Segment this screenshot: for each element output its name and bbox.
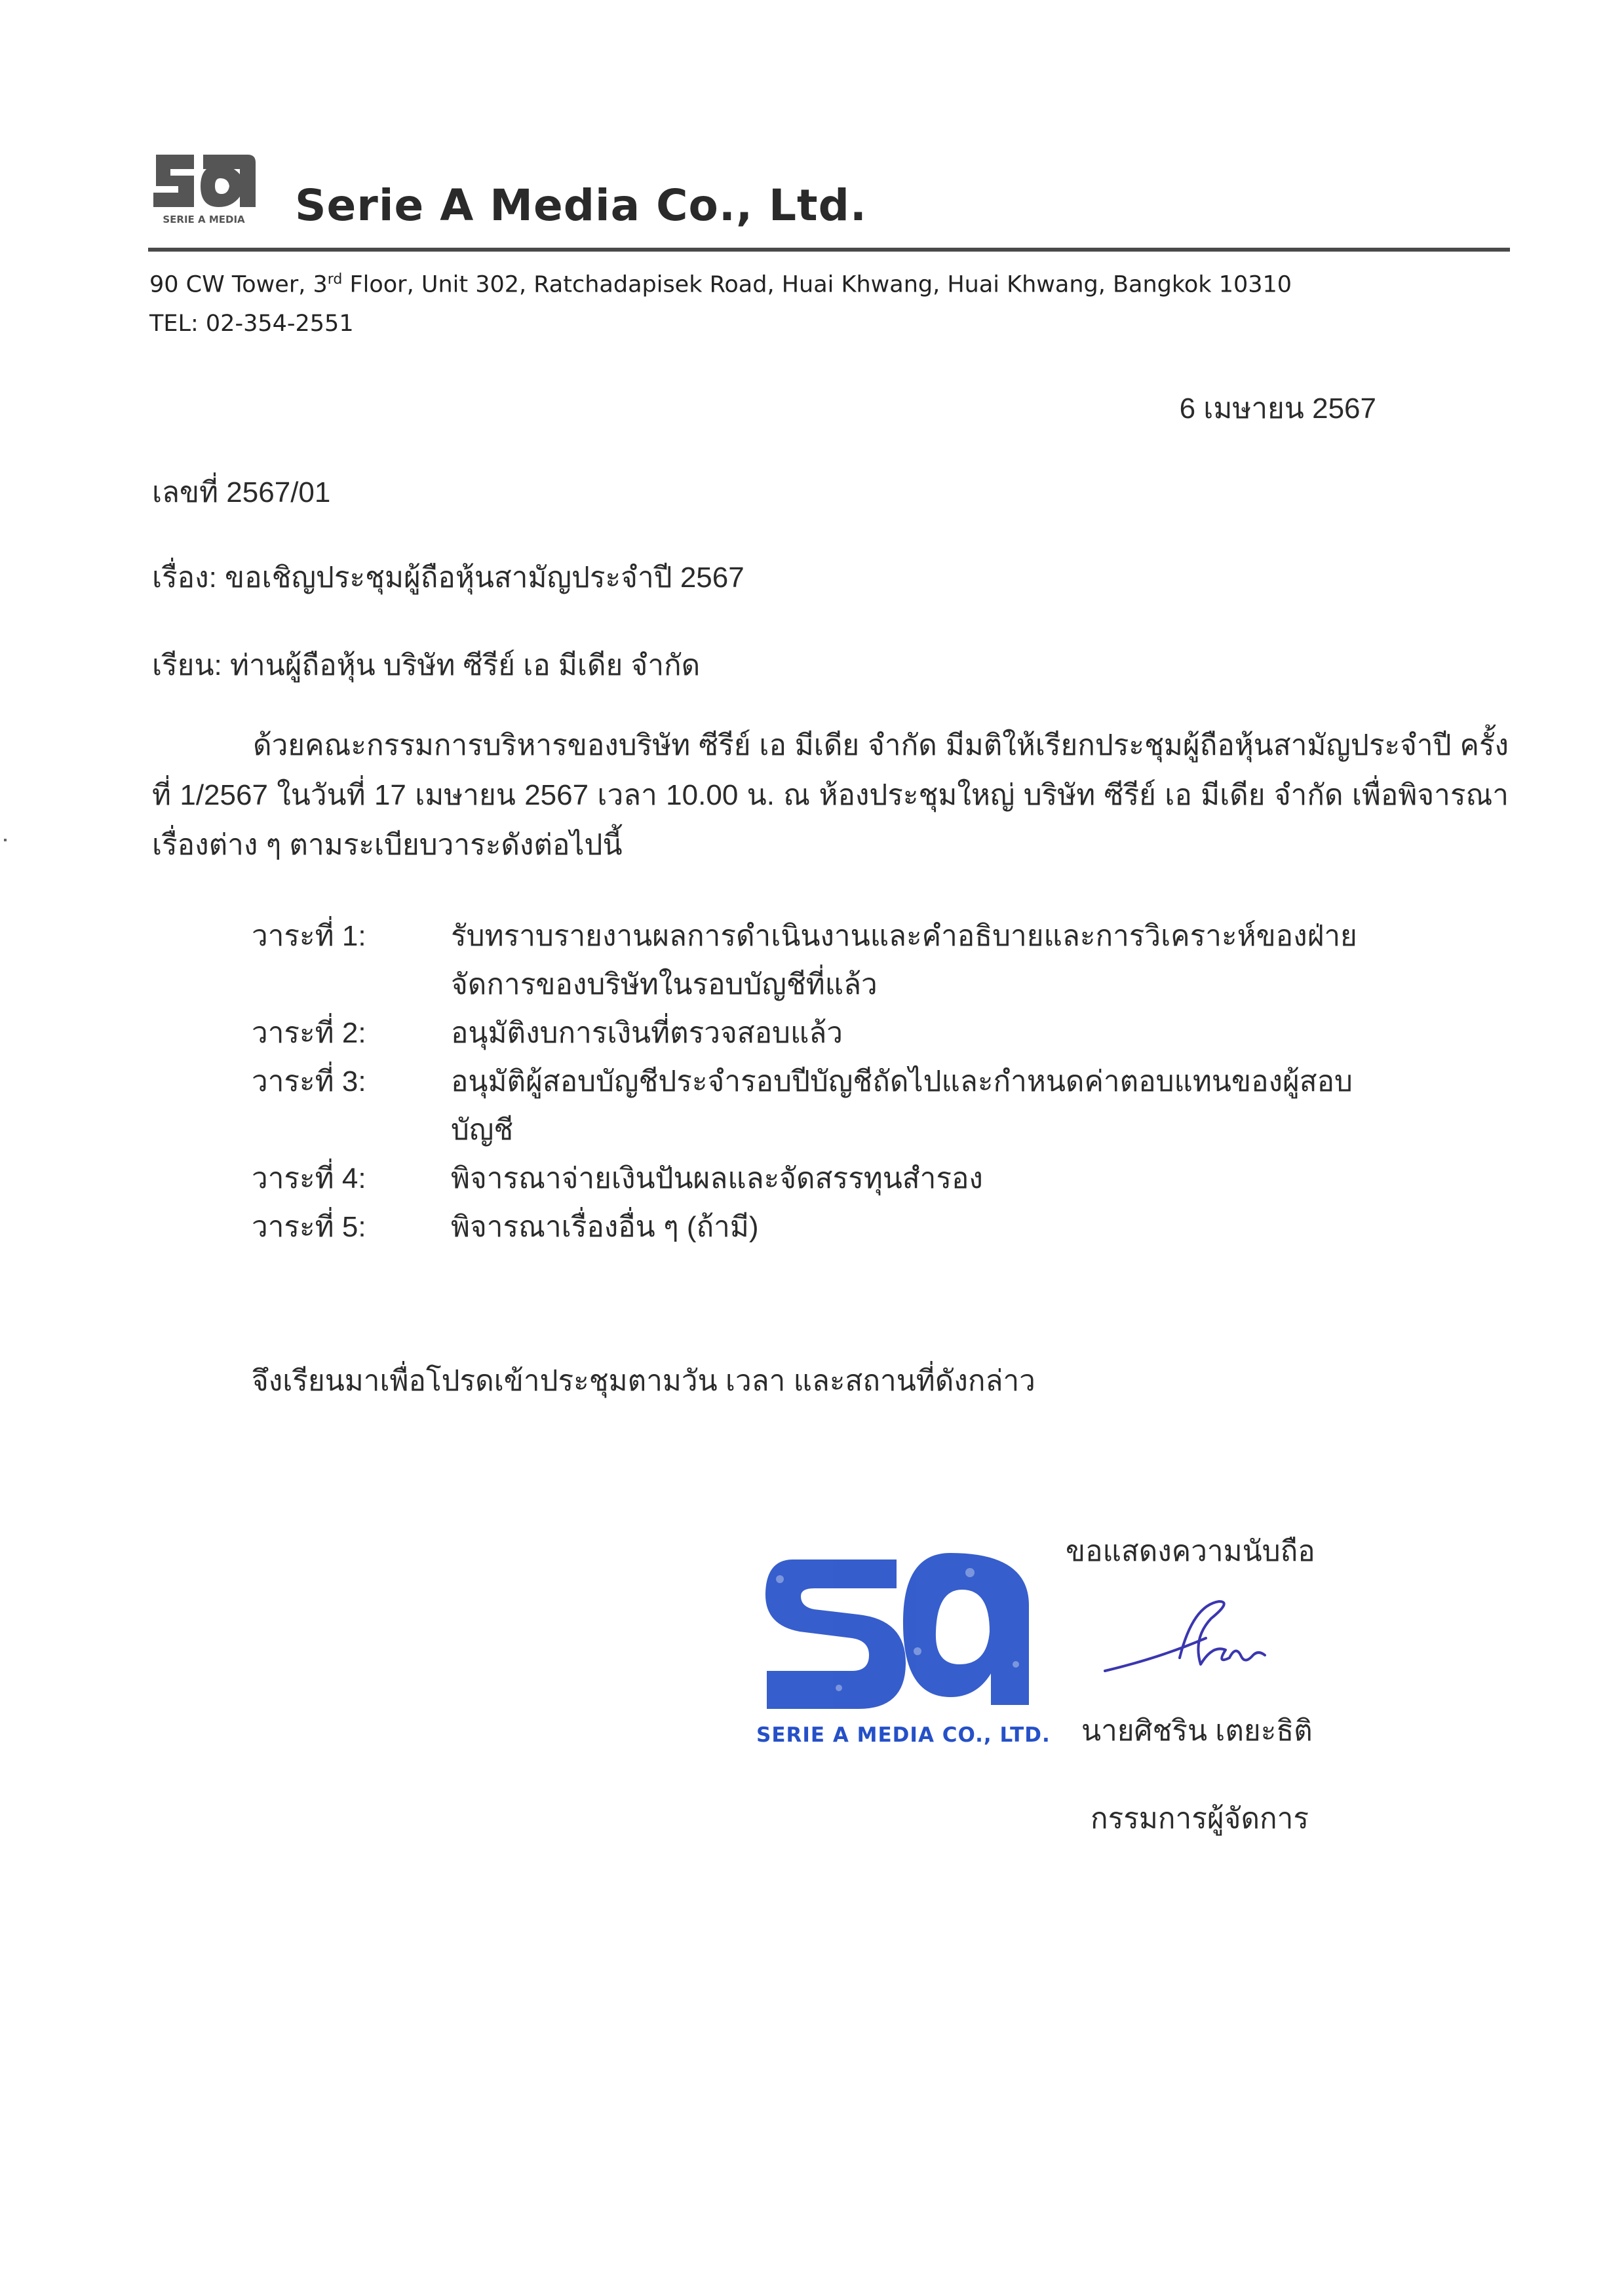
closing-line: จึงเรียนมาเพื่อโปรดเข้าประชุมตามวัน เวลา และสถานที่ดังกล่าว (252, 1365, 1035, 1397)
agenda-text: อนุมัติงบการเงินที่ตรวจสอบแล้ว (451, 1017, 843, 1049)
logo-caption: SERIE A MEDIA (163, 214, 245, 225)
agenda-label: วาระที่ 2: (252, 1017, 366, 1049)
company-logo (148, 149, 260, 228)
company-seal (754, 1533, 1042, 1756)
signer-name: นายศิชริน เตยะธิติ (1081, 1715, 1313, 1747)
letter-recipient: เรียน: ท่านผู้ถือหุ้น บริษัท ซีรีย์ เอ มีเดีย จำกัด (152, 649, 701, 681)
letter-subject: เรื่อง: ขอเชิญประชุมผู้ถือหุ้นสามัญประจำปี 2567 (152, 562, 744, 594)
agenda-text: อนุมัติผู้สอบบัญชีประจำรอบปีบัญชีถัดไปและกำหนดค่าตอบแทนของผู้สอบบัญชี (451, 1065, 1353, 1146)
agenda-list (252, 912, 1431, 1252)
letter-date: 6 เมษายน 2567 (1179, 392, 1376, 425)
agenda-item (252, 1058, 1431, 1155)
agenda-item (252, 912, 1431, 1009)
company-address: 90 CW Tower, 3rd Floor, Unit 302, Ratchadapisek Road, Huai Khwang, Huai Khwang, Bangkok 10310 (149, 271, 1292, 298)
agenda-label: วาระที่ 5: (252, 1211, 366, 1243)
agenda-text: พิจารณาเรื่องอื่น ๆ (ถ้ามี) (451, 1211, 759, 1243)
agenda-text: พิจารณาจ่ายเงินปันผลและจัดสรรทุนสำรอง (451, 1162, 983, 1195)
agenda-text: รับทราบรายงานผลการดำเนินงานและคำอธิบายและการวิเคราะห์ของฝ่ายจัดการของบริษัทในรอบบัญชีที่แล้ว (451, 920, 1357, 1001)
header-divider (148, 248, 1510, 252)
agenda-label: วาระที่ 4: (252, 1162, 366, 1195)
agenda-item (252, 1155, 1431, 1203)
company-phone: TEL: 02-354-2551 (149, 311, 354, 337)
agenda-label: วาระที่ 1: (252, 920, 366, 952)
agenda-item (252, 1203, 1431, 1252)
company-name: Serie A Media Co., Ltd. (295, 180, 867, 231)
agenda-item (252, 1009, 1431, 1058)
agenda-label: วาระที่ 3: (252, 1065, 366, 1098)
body-paragraph: ด้วยคณะกรรมการบริหารของบริษัท ซีรีย์ เอ มีเดีย จำกัด มีมติให้เรียกประชุมผู้ถือหุ้นสามัญประจำปี ครั้งที่ 1/2567 ในวันที่ 17 เมษายน 2567 เวลา 10.00 น. ณ ห้องประชุมใหญ่ บริษัท ซีรีย์ เอ มีเดีย จำกัด เพื่อพิจารณาเรื่องต่าง ๆ ตามระเบียบวาระดังต่อไปนี้ (152, 729, 1509, 861)
scan-speck (4, 839, 7, 841)
reference-number: เลขที่ 2567/01 (152, 476, 331, 508)
signer-title: กรรมการผู้จัดการ (1091, 1803, 1309, 1835)
signature (1101, 1592, 1271, 1691)
seal-caption: SERIE A MEDIA CO., LTD. (756, 1723, 1051, 1747)
complimentary-close: ขอแสดงความนับถือ (1066, 1535, 1315, 1567)
